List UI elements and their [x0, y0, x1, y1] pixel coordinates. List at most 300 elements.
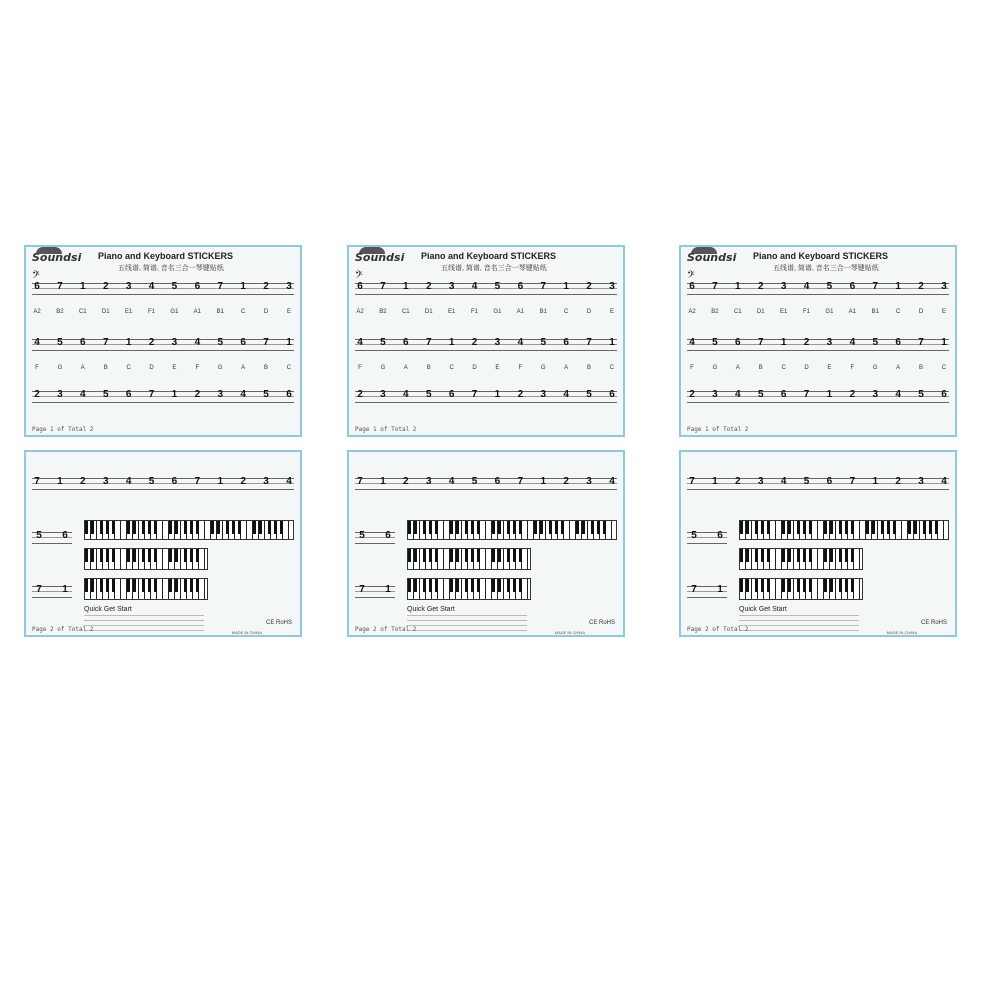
note-name-label: B	[264, 365, 269, 371]
note-number: 5	[263, 389, 269, 400]
note-number: 5	[217, 337, 224, 348]
note-number: 5	[380, 337, 386, 348]
note-name-label: G	[540, 365, 546, 371]
note-number: 7	[691, 584, 697, 595]
note-name-row	[32, 365, 294, 371]
note-number: 4	[895, 389, 901, 400]
note-number: 4	[34, 337, 40, 348]
note-row	[34, 584, 70, 595]
sticker-sheet-page-2	[24, 450, 302, 637]
note-number: 3	[826, 337, 833, 348]
note-number: 4	[240, 389, 246, 400]
page-indicator: Page 2 of Total 2	[355, 626, 417, 633]
keyboard-diagram	[739, 578, 863, 600]
note-name-label: B1	[871, 309, 879, 315]
note-number: 4	[125, 476, 132, 487]
instructions-text	[537, 547, 619, 554]
note-number: 7	[359, 584, 365, 595]
note-name-label: E1	[779, 309, 788, 315]
quick-start-heading: Quick Get Start	[739, 606, 787, 613]
sheet-title: Piano and Keyboard STICKERS	[98, 251, 234, 261]
note-number: 5	[57, 337, 63, 348]
note-name-label: B	[103, 365, 108, 371]
note-number: 4	[286, 476, 292, 487]
note-number: 5	[148, 476, 155, 487]
note-number: 4	[849, 337, 856, 348]
note-name-label: C	[449, 365, 454, 371]
note-number: 6	[494, 476, 501, 487]
note-number: 7	[263, 337, 269, 348]
note-number: 5	[425, 389, 432, 400]
note-number: 2	[148, 337, 155, 348]
note-name-label: D	[263, 309, 269, 315]
note-number: 7	[36, 584, 42, 595]
note-name-label: B	[919, 365, 924, 371]
note-number: 1	[712, 476, 718, 487]
sticker-sheet-page-1	[347, 245, 625, 437]
note-number: 6	[941, 389, 947, 400]
certification-marks: CE RoHS	[265, 620, 292, 626]
note-number: 1	[448, 337, 455, 348]
note-number: 6	[717, 530, 723, 541]
note-number: 7	[872, 281, 879, 292]
note-name-label: A1	[193, 309, 202, 315]
note-number: 3	[217, 389, 224, 400]
note-name-label: F1	[803, 309, 811, 315]
keyboard-diagram	[84, 520, 294, 540]
note-number: 4	[471, 281, 478, 292]
note-number: 7	[803, 389, 810, 400]
made-in-label: MADE IN CHINA	[886, 630, 917, 635]
note-number: 5	[918, 389, 924, 400]
keyboard-diagram	[407, 578, 531, 600]
note-number: 4	[148, 281, 155, 292]
sticker-set	[347, 245, 625, 637]
note-number: 6	[403, 337, 409, 348]
note-number: 2	[563, 476, 569, 487]
note-name-label: A2	[356, 309, 364, 315]
note-number: 6	[194, 281, 201, 292]
note-name-label: G1	[493, 309, 502, 315]
note-number: 5	[803, 476, 810, 487]
note-name-label: D1	[101, 309, 110, 315]
note-name-label: G1	[825, 309, 834, 315]
note-number: 1	[171, 389, 178, 400]
sheet-subtitle: 五线谱, 简谱, 音名三合一琴键贴纸	[441, 265, 547, 272]
note-number: 3	[872, 389, 879, 400]
note-number: 2	[849, 389, 856, 400]
note-name-label: D	[472, 365, 477, 371]
note-number: 4	[194, 337, 201, 348]
instructions-text	[214, 547, 296, 554]
note-number: 4	[803, 281, 810, 292]
sheet-subtitle: 五线谱, 简谱, 音名三合一琴键贴纸	[118, 265, 224, 272]
note-number: 6	[80, 337, 86, 348]
note-row	[357, 584, 393, 595]
note-number: 5	[872, 337, 879, 348]
keyboard-diagram	[407, 548, 531, 570]
note-number: 2	[517, 389, 524, 400]
note-number: 4	[735, 389, 741, 400]
note-name-label: A2	[33, 309, 41, 315]
note-name-label: F	[35, 365, 39, 371]
note-name-label: D	[149, 365, 154, 371]
note-number: 7	[918, 337, 924, 348]
keyboard-diagram	[407, 520, 617, 540]
note-number: 3	[918, 476, 924, 487]
note-name-row	[32, 309, 294, 315]
note-number: 1	[125, 337, 132, 348]
quick-start-text	[407, 615, 527, 635]
note-number: 6	[780, 389, 787, 400]
sheet-subtitle: 五线谱, 简谱, 音名三合一琴键贴纸	[773, 265, 879, 272]
note-name-label: G1	[170, 309, 179, 315]
quick-start-heading: Quick Get Start	[407, 606, 455, 613]
bass-clef-icon: 𝄢	[687, 269, 695, 283]
note-number: 6	[849, 281, 856, 292]
note-number: 6	[357, 281, 363, 292]
brand-logo: Soundsi	[687, 251, 737, 264]
note-row	[32, 281, 294, 292]
note-number: 4	[517, 337, 524, 348]
note-number: 3	[171, 337, 178, 348]
note-number: 6	[609, 389, 615, 400]
note-number: 2	[357, 389, 363, 400]
note-number: 4	[403, 389, 409, 400]
page-indicator: Page 1 of Total 2	[355, 426, 417, 433]
note-number: 6	[125, 389, 132, 400]
note-number: 3	[125, 281, 132, 292]
note-number: 1	[563, 281, 569, 292]
note-number: 3	[609, 281, 615, 292]
note-row	[32, 337, 294, 348]
note-name-label: C	[563, 309, 569, 315]
note-number: 5	[540, 337, 547, 348]
note-row	[689, 530, 725, 541]
note-name-label: G	[872, 365, 878, 371]
note-number: 5	[691, 530, 697, 541]
note-number: 3	[57, 389, 63, 400]
brand-logo: Soundsi	[32, 251, 82, 264]
note-name-row	[687, 365, 949, 371]
note-name-label: F	[690, 365, 694, 371]
note-number: 3	[380, 389, 386, 400]
note-number: 6	[689, 281, 695, 292]
note-number: 2	[689, 389, 695, 400]
note-number: 1	[385, 584, 391, 595]
note-number: 1	[780, 337, 787, 348]
note-number: 4	[448, 476, 455, 487]
note-number: 3	[757, 476, 764, 487]
note-number: 1	[80, 281, 86, 292]
note-number: 7	[194, 476, 201, 487]
note-number: 2	[757, 281, 764, 292]
note-name-label: B2	[56, 309, 64, 315]
note-name-label: C	[240, 309, 246, 315]
note-row	[355, 476, 617, 487]
note-number: 4	[80, 389, 86, 400]
made-in-label: MADE IN CHINA	[554, 630, 585, 635]
page-indicator: Page 1 of Total 2	[687, 426, 749, 433]
note-number: 2	[586, 281, 592, 292]
note-name-row	[355, 365, 617, 371]
note-number: 3	[941, 281, 947, 292]
note-row	[687, 337, 949, 348]
sticker-sheet-page-2	[347, 450, 625, 637]
note-number: 7	[586, 337, 592, 348]
note-name-label: F	[358, 365, 362, 371]
note-number: 1	[826, 389, 833, 400]
note-number: 4	[689, 337, 695, 348]
note-name-label: C	[286, 365, 292, 371]
note-number: 2	[263, 281, 269, 292]
note-name-label: C	[126, 365, 131, 371]
note-row	[687, 281, 949, 292]
note-name-label: E1	[447, 309, 456, 315]
note-number: 7	[380, 281, 386, 292]
note-number: 3	[712, 389, 718, 400]
sticker-set	[24, 245, 302, 637]
note-name-label: A2	[688, 309, 696, 315]
note-name-label: F1	[471, 309, 479, 315]
brand-logo: Soundsi	[355, 251, 405, 264]
note-number: 7	[148, 389, 155, 400]
note-number: 2	[34, 389, 40, 400]
note-number: 2	[918, 281, 924, 292]
note-name-label: E	[609, 309, 614, 315]
note-number: 5	[171, 281, 178, 292]
note-name-label: D1	[424, 309, 433, 315]
page-indicator: Page 2 of Total 2	[32, 626, 94, 633]
note-name-label: F1	[148, 309, 156, 315]
note-row	[687, 476, 949, 487]
note-row	[689, 584, 725, 595]
note-number: 7	[517, 476, 524, 487]
note-number: 6	[62, 530, 68, 541]
bass-clef-icon: 𝄢	[355, 269, 363, 283]
note-number: 2	[425, 281, 432, 292]
note-row	[32, 476, 294, 487]
note-name-label: C1	[401, 309, 410, 315]
note-name-label: B	[426, 365, 431, 371]
note-number: 6	[34, 281, 40, 292]
note-name-label: D1	[756, 309, 765, 315]
note-number: 4	[609, 476, 615, 487]
note-number: 1	[717, 584, 723, 595]
note-number: 6	[448, 389, 455, 400]
note-name-label: B1	[539, 309, 547, 315]
note-number: 5	[471, 476, 478, 487]
keyboard-diagram	[84, 578, 208, 600]
note-name-label: E	[286, 309, 291, 315]
note-name-label: A	[896, 365, 901, 371]
note-number: 7	[357, 476, 363, 487]
note-number: 6	[286, 389, 292, 400]
note-name-label: B1	[216, 309, 224, 315]
note-name-label: B	[587, 365, 592, 371]
note-number: 4	[563, 389, 569, 400]
sticker-set	[679, 245, 957, 637]
sticker-sheet-page-2	[679, 450, 957, 637]
note-number: 7	[757, 337, 764, 348]
note-number: 6	[240, 337, 246, 348]
note-number: 1	[872, 476, 879, 487]
note-name-label: A	[564, 365, 569, 371]
note-number: 7	[217, 281, 224, 292]
note-number: 3	[494, 337, 501, 348]
quick-start-heading: Quick Get Start	[84, 606, 132, 613]
made-in-label: MADE IN CHINA	[231, 630, 262, 635]
note-name-label: A	[403, 365, 408, 371]
note-number: 1	[240, 281, 246, 292]
note-number: 1	[540, 476, 547, 487]
note-row	[355, 281, 617, 292]
note-row	[34, 530, 70, 541]
note-row	[357, 530, 393, 541]
note-name-label: E	[827, 365, 832, 371]
instructions-text	[869, 547, 951, 554]
keyboard-diagram	[739, 520, 949, 540]
note-number: 2	[895, 476, 901, 487]
note-number: 7	[34, 476, 40, 487]
note-name-label: C1	[733, 309, 742, 315]
note-number: 6	[895, 337, 901, 348]
note-number: 7	[57, 281, 63, 292]
note-name-label: A	[241, 365, 246, 371]
note-number: 7	[689, 476, 695, 487]
note-name-label: A1	[516, 309, 525, 315]
note-name-label: E	[941, 309, 946, 315]
note-number: 7	[849, 476, 856, 487]
note-name-label: G	[57, 365, 63, 371]
note-name-label: D	[804, 365, 809, 371]
page-indicator: Page 1 of Total 2	[32, 426, 94, 433]
note-number: 3	[780, 281, 787, 292]
note-number: 4	[780, 476, 787, 487]
note-number: 1	[941, 337, 947, 348]
note-number: 1	[609, 337, 615, 348]
note-number: 1	[735, 281, 741, 292]
note-number: 6	[385, 530, 391, 541]
note-number: 3	[102, 476, 109, 487]
note-number: 5	[359, 530, 365, 541]
note-number: 1	[57, 476, 63, 487]
note-row	[355, 337, 617, 348]
note-name-label: C	[895, 309, 901, 315]
note-number: 3	[448, 281, 455, 292]
keyboard-diagram	[739, 548, 863, 570]
note-name-label: F	[850, 365, 855, 371]
note-name-label: C	[781, 365, 786, 371]
note-number: 6	[826, 476, 833, 487]
note-name-row	[687, 309, 949, 315]
note-number: 6	[171, 476, 178, 487]
note-name-label: D	[586, 309, 592, 315]
certification-marks: CE RoHS	[920, 620, 947, 626]
note-number: 3	[286, 281, 292, 292]
note-number: 2	[80, 476, 86, 487]
note-number: 5	[102, 389, 109, 400]
page-indicator: Page 2 of Total 2	[687, 626, 749, 633]
note-name-label: G	[712, 365, 718, 371]
note-name-label: F	[195, 365, 200, 371]
sticker-sheet-page-1	[679, 245, 957, 437]
note-number: 5	[494, 281, 501, 292]
note-number: 7	[540, 281, 547, 292]
note-row	[32, 389, 294, 400]
note-number: 1	[380, 476, 386, 487]
note-number: 5	[712, 337, 718, 348]
note-number: 2	[194, 389, 201, 400]
bass-clef-icon: 𝄢	[32, 269, 40, 283]
note-number: 7	[471, 389, 478, 400]
note-name-label: C	[941, 365, 947, 371]
note-number: 3	[540, 389, 547, 400]
note-name-label: A	[80, 365, 85, 371]
note-name-label: D	[918, 309, 924, 315]
note-number: 1	[286, 337, 292, 348]
note-number: 3	[425, 476, 432, 487]
note-number: 7	[425, 337, 432, 348]
keyboard-diagram	[84, 548, 208, 570]
note-row	[687, 389, 949, 400]
note-number: 4	[357, 337, 363, 348]
note-number: 1	[494, 389, 501, 400]
sticker-sheet-page-1	[24, 245, 302, 437]
note-name-label: E	[172, 365, 177, 371]
note-number: 2	[102, 281, 109, 292]
certification-marks: CE RoHS	[588, 620, 615, 626]
note-name-label: A	[735, 365, 740, 371]
note-number: 6	[517, 281, 524, 292]
note-name-label: E1	[124, 309, 133, 315]
note-name-label: C1	[78, 309, 87, 315]
note-number: 7	[102, 337, 109, 348]
note-number: 5	[826, 281, 833, 292]
note-row	[355, 389, 617, 400]
note-name-label: B	[758, 365, 763, 371]
note-number: 2	[471, 337, 478, 348]
note-number: 5	[757, 389, 764, 400]
note-number: 7	[712, 281, 718, 292]
note-name-row	[355, 309, 617, 315]
note-name-label: A1	[848, 309, 857, 315]
sheet-title: Piano and Keyboard STICKERS	[421, 251, 557, 261]
quick-start-text	[84, 615, 204, 635]
sheet-title: Piano and Keyboard STICKERS	[753, 251, 889, 261]
note-name-label: F	[518, 365, 523, 371]
note-number: 1	[62, 584, 68, 595]
note-name-label: B2	[379, 309, 387, 315]
note-number: 2	[803, 337, 810, 348]
quick-start-text	[739, 615, 859, 635]
note-number: 3	[586, 476, 592, 487]
note-name-label: G	[217, 365, 223, 371]
note-number: 3	[263, 476, 269, 487]
note-name-label: E	[495, 365, 500, 371]
note-number: 2	[735, 476, 741, 487]
note-name-label: G	[380, 365, 386, 371]
note-name-label: C	[609, 365, 615, 371]
note-number: 6	[735, 337, 741, 348]
note-number: 1	[895, 281, 901, 292]
note-number: 2	[403, 476, 409, 487]
note-number: 2	[240, 476, 246, 487]
note-number: 4	[941, 476, 947, 487]
note-name-label: B2	[711, 309, 719, 315]
note-number: 1	[403, 281, 409, 292]
note-number: 5	[36, 530, 42, 541]
